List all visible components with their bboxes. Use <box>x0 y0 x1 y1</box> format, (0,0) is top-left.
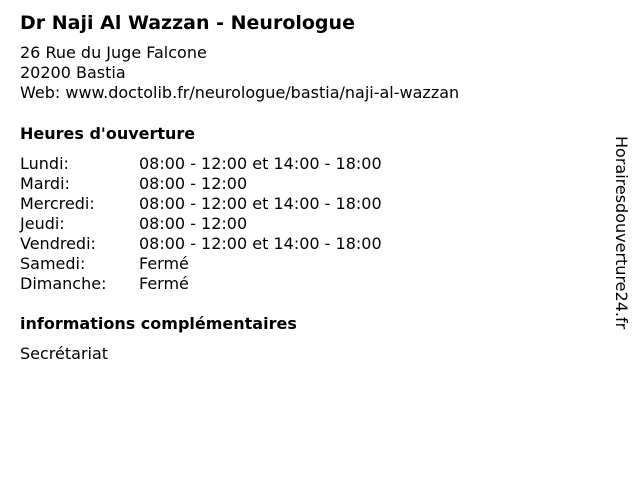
day-label: Jeudi: <box>20 214 65 233</box>
day-label: Lundi: <box>20 154 69 173</box>
page-title: Dr Naji Al Wazzan - Neurologue <box>20 12 355 34</box>
day-label: Samedi: <box>20 254 86 273</box>
time-value: 08:00 - 12:00 <box>139 174 248 193</box>
watermark <box>611 136 631 372</box>
additional-info-text: Secrétariat <box>20 344 109 363</box>
time-value: 08:00 - 12:00 et 14:00 - 18:00 <box>139 234 382 253</box>
day-label: Vendredi: <box>20 234 96 253</box>
time-value: 08:00 - 12:00 et 14:00 - 18:00 <box>139 194 382 213</box>
time-value: Fermé <box>139 254 189 273</box>
address-street: 26 Rue du Juge Falcone <box>20 43 207 62</box>
watermark-text: Horairesdouverture24.fr <box>612 136 631 330</box>
hours-row-thursday <box>20 214 382 234</box>
address-block <box>20 43 459 103</box>
additional-info-heading: informations complémentaires <box>20 314 297 333</box>
opening-hours-table <box>20 154 382 294</box>
hours-row-wednesday <box>20 194 382 214</box>
day-label: Mercredi: <box>20 194 95 213</box>
hours-row-saturday <box>20 254 382 274</box>
hours-row-monday <box>20 154 382 174</box>
hours-row-tuesday <box>20 174 382 194</box>
opening-hours-heading: Heures d'ouverture <box>20 124 196 143</box>
time-value: 08:00 - 12:00 et 14:00 - 18:00 <box>139 154 382 173</box>
day-label: Dimanche: <box>20 274 107 293</box>
hours-row-sunday <box>20 274 382 294</box>
address-city: 20200 Bastia <box>20 63 126 82</box>
website-text: Web: www.doctolib.fr/neurologue/bastia/naji-al-wazzan <box>20 83 460 102</box>
time-value: Fermé <box>139 274 189 293</box>
day-label: Mardi: <box>20 174 70 193</box>
time-value: 08:00 - 12:00 <box>139 214 248 233</box>
hours-row-friday <box>20 234 382 254</box>
